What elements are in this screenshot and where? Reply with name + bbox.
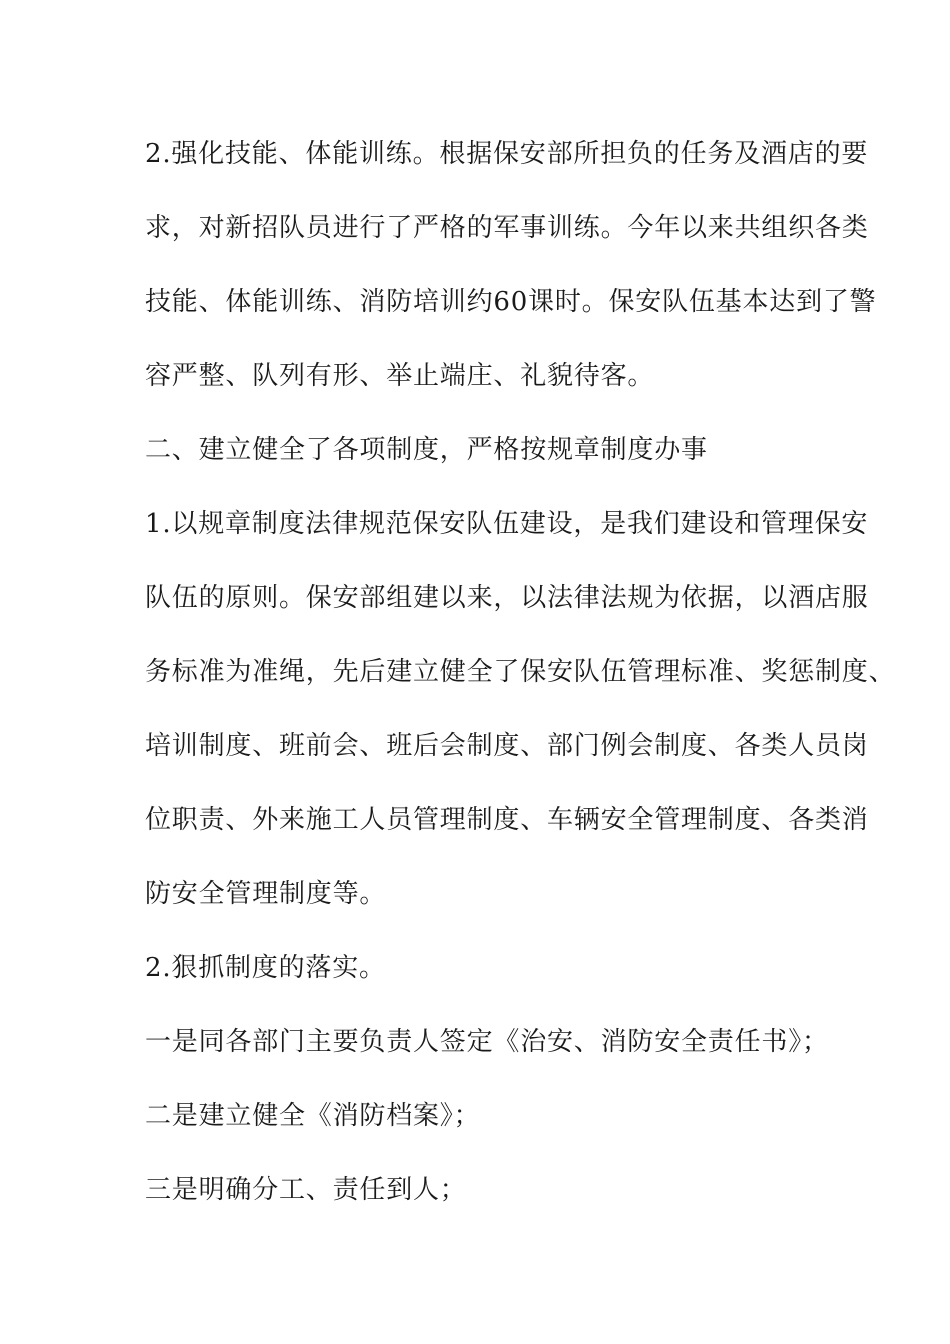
text-line-6: 1.以规章制度法律规范保安队伍建设，是我们建设和管理保安 [145, 509, 869, 539]
text-line-7: 队伍的原则。保安部组建以来，以法律法规为依据，以酒店服 [145, 583, 869, 613]
text-line-2: 求，对新招队员进行了严格的军事训练。今年以来共组织各类 [145, 213, 869, 243]
text-line-1: 2.强化技能、体能训练。根据保安部所担负的任务及酒店的要 [145, 139, 869, 169]
text-line-9: 培训制度、班前会、班后会制度、部门例会制度、各类人员岗 [145, 731, 869, 761]
text-line-10: 位职责、外来施工人员管理制度、车辆安全管理制度、各类消 [145, 805, 869, 835]
section-heading-2: 二、建立健全了各项制度，严格按规章制度办事 [145, 435, 708, 465]
text-line-14: 二是建立健全《消防档案》； [145, 1101, 481, 1131]
text-line-12: 2.狠抓制度的落实。 [145, 953, 386, 983]
text-line-11: 防安全管理制度等。 [145, 879, 387, 909]
text-line-13: 一是同各部门主要负责人签定《治安、消防安全责任书》； [145, 1027, 829, 1057]
text-line-8: 务标准为准绳，先后建立健全了保安队伍管理标准、奖惩制度、 [145, 657, 896, 687]
text-line-4: 容严整、队列有形、举止端庄、礼貌待客。 [145, 361, 655, 391]
text-line-3: 技能、体能训练、消防培训约60课时。保安队伍基本达到了警 [145, 287, 877, 317]
text-line-15: 三是明确分工、责任到人； [145, 1175, 467, 1205]
